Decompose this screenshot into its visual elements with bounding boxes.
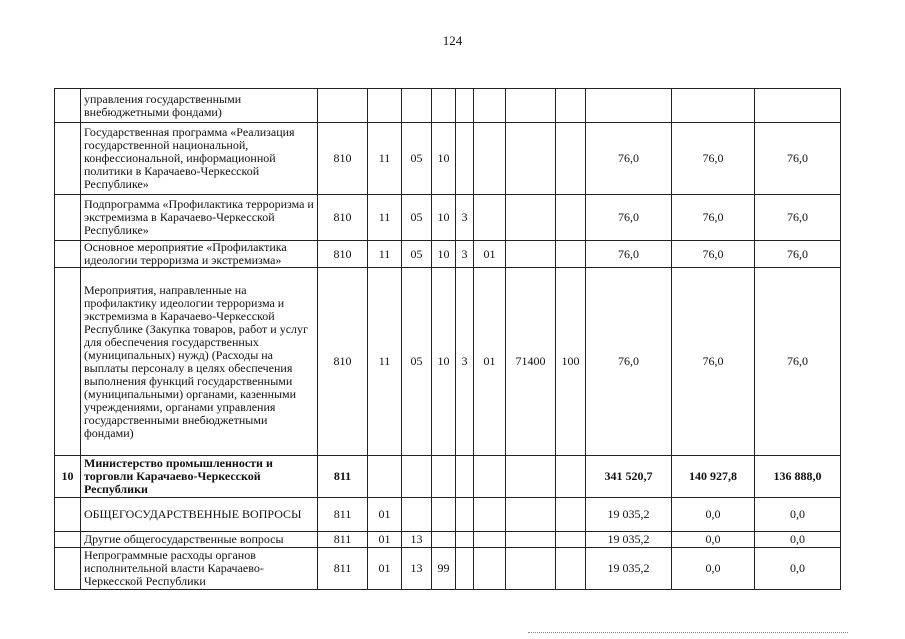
amount-year-1-cell: 19 035,2	[586, 532, 672, 548]
section-code-cell	[368, 456, 402, 498]
subsection-code-cell	[402, 456, 432, 498]
event-code-cell	[474, 123, 506, 195]
direction-code-cell: 71400	[506, 268, 556, 456]
subprogram-code-cell	[456, 498, 474, 532]
program-code-cell	[432, 89, 456, 123]
table-row	[55, 532, 841, 548]
program-code-cell	[432, 456, 456, 498]
subprogram-code-cell	[456, 123, 474, 195]
table-row	[55, 241, 841, 268]
section-code-cell: 11	[368, 123, 402, 195]
program-code-cell: 10	[432, 123, 456, 195]
row-name-cell: управления государственными внебюджетными фондами)	[81, 89, 318, 123]
row-number-cell: 10	[55, 456, 81, 498]
bottom-rule	[528, 632, 848, 633]
direction-code-cell	[506, 548, 556, 590]
subprogram-code-cell: 3	[456, 241, 474, 268]
ministry-code-cell: 811	[318, 498, 368, 532]
expense-type-cell	[556, 123, 586, 195]
table-row	[55, 456, 841, 498]
program-code-cell: 10	[432, 195, 456, 241]
amount-year-1-cell: 76,0	[586, 123, 672, 195]
subsection-code-cell: 05	[402, 123, 432, 195]
section-code-cell: 11	[368, 195, 402, 241]
program-code-cell: 10	[432, 241, 456, 268]
ministry-code-cell: 810	[318, 241, 368, 268]
subsection-code-cell: 05	[402, 241, 432, 268]
amount-year-1-cell: 76,0	[586, 241, 672, 268]
subsection-code-cell	[402, 89, 432, 123]
row-name-cell: Министерство промышленности и торговли Карачаево-Черкесской Республики	[81, 456, 318, 498]
amount-year-3-cell: 76,0	[755, 268, 841, 456]
amount-year-1-cell: 19 035,2	[586, 498, 672, 532]
row-number-cell	[55, 548, 81, 590]
amount-year-3-cell: 0,0	[755, 548, 841, 590]
program-code-cell: 10	[432, 268, 456, 456]
row-name-cell: Другие общегосударственные вопросы	[81, 532, 318, 548]
expense-type-cell	[556, 195, 586, 241]
ministry-code-cell: 811	[318, 456, 368, 498]
amount-year-2-cell: 76,0	[672, 268, 755, 456]
amount-year-2-cell: 0,0	[672, 548, 755, 590]
amount-year-2-cell: 76,0	[672, 123, 755, 195]
section-code-cell: 01	[368, 548, 402, 590]
direction-code-cell	[506, 123, 556, 195]
amount-year-2-cell: 76,0	[672, 241, 755, 268]
table-row	[55, 123, 841, 195]
direction-code-cell	[506, 195, 556, 241]
row-number-cell	[55, 241, 81, 268]
event-code-cell	[474, 532, 506, 548]
subprogram-code-cell	[456, 532, 474, 548]
row-number-cell	[55, 268, 81, 456]
row-name-cell: ОБЩЕГОСУДАРСТВЕННЫЕ ВОПРОСЫ	[81, 498, 318, 532]
ministry-code-cell: 810	[318, 123, 368, 195]
amount-year-3-cell: 76,0	[755, 241, 841, 268]
event-code-cell: 01	[474, 268, 506, 456]
direction-code-cell	[506, 498, 556, 532]
event-code-cell	[474, 89, 506, 123]
ministry-code-cell	[318, 89, 368, 123]
amount-year-2-cell: 0,0	[672, 498, 755, 532]
ministry-code-cell: 811	[318, 548, 368, 590]
event-code-cell	[474, 548, 506, 590]
amount-year-1-cell	[586, 89, 672, 123]
expense-type-cell: 100	[556, 268, 586, 456]
row-number-cell	[55, 532, 81, 548]
row-number-cell	[55, 498, 81, 532]
amount-year-1-cell: 76,0	[586, 268, 672, 456]
program-code-cell	[432, 532, 456, 548]
row-number-cell	[55, 89, 81, 123]
table-row	[55, 268, 841, 456]
expense-type-cell	[556, 548, 586, 590]
row-name-cell: Мероприятия, направленные на профилактику идеологии терроризма и экстремизма в Карачаево-Черкесской Республике (Закупка товаров, работ и услуг для обеспечения государственных (муниципальных) нужд) (Расходы на выплаты персоналу в целях обеспечения выполнения функций государственными (муниципальными) органами, казенными учреждениями, органами управления государственными внебюджетными фондами)	[81, 268, 318, 456]
table-row	[55, 89, 841, 123]
section-code-cell: 11	[368, 268, 402, 456]
amount-year-1-cell: 341 520,7	[586, 456, 672, 498]
amount-year-1-cell: 76,0	[586, 195, 672, 241]
section-code-cell	[368, 89, 402, 123]
subprogram-code-cell: 3	[456, 268, 474, 456]
expense-type-cell	[556, 498, 586, 532]
amount-year-1-cell: 19 035,2	[586, 548, 672, 590]
ministry-code-cell: 810	[318, 268, 368, 456]
subprogram-code-cell	[456, 89, 474, 123]
subprogram-code-cell: 3	[456, 195, 474, 241]
section-code-cell: 01	[368, 532, 402, 548]
expense-type-cell	[556, 532, 586, 548]
amount-year-3-cell: 76,0	[755, 123, 841, 195]
expense-type-cell	[556, 241, 586, 268]
table-row	[55, 548, 841, 590]
event-code-cell	[474, 498, 506, 532]
row-number-cell	[55, 195, 81, 241]
ministry-code-cell: 810	[318, 195, 368, 241]
subsection-code-cell	[402, 498, 432, 532]
amount-year-3-cell: 0,0	[755, 532, 841, 548]
subprogram-code-cell	[456, 548, 474, 590]
amount-year-2-cell: 76,0	[672, 195, 755, 241]
budget-table	[54, 88, 841, 590]
subsection-code-cell: 13	[402, 532, 432, 548]
row-name-cell: Государственная программа «Реализация государственной национальной, конфессиональной, информационной политики в Карачаево-Черкесской Республике»	[81, 123, 318, 195]
amount-year-3-cell: 76,0	[755, 195, 841, 241]
row-name-cell: Основное мероприятие «Профилактика идеологии терроризма и экстремизма»	[81, 241, 318, 268]
direction-code-cell	[506, 456, 556, 498]
amount-year-3-cell: 0,0	[755, 498, 841, 532]
expense-type-cell	[556, 456, 586, 498]
page-number: 124	[442, 33, 463, 48]
event-code-cell	[474, 195, 506, 241]
subsection-code-cell: 13	[402, 548, 432, 590]
subsection-code-cell: 05	[402, 268, 432, 456]
section-code-cell: 01	[368, 498, 402, 532]
program-code-cell	[432, 498, 456, 532]
event-code-cell	[474, 456, 506, 498]
ministry-code-cell: 811	[318, 532, 368, 548]
amount-year-3-cell	[755, 89, 841, 123]
direction-code-cell	[506, 89, 556, 123]
amount-year-3-cell: 136 888,0	[755, 456, 841, 498]
amount-year-2-cell	[672, 89, 755, 123]
table-row	[55, 498, 841, 532]
direction-code-cell	[506, 532, 556, 548]
row-name-cell: Подпрограмма «Профилактика терроризма и экстремизма в Карачаево-Черкесской Республике»	[81, 195, 318, 241]
amount-year-2-cell: 0,0	[672, 532, 755, 548]
row-name-cell: Непрограммные расходы органов исполнительной власти Карачаево-Черкесской Республики	[81, 548, 318, 590]
amount-year-2-cell: 140 927,8	[672, 456, 755, 498]
section-code-cell: 11	[368, 241, 402, 268]
event-code-cell: 01	[474, 241, 506, 268]
subprogram-code-cell	[456, 456, 474, 498]
program-code-cell: 99	[432, 548, 456, 590]
direction-code-cell	[506, 241, 556, 268]
expense-type-cell	[556, 89, 586, 123]
table-row	[55, 195, 841, 241]
row-number-cell	[55, 123, 81, 195]
subsection-code-cell: 05	[402, 195, 432, 241]
